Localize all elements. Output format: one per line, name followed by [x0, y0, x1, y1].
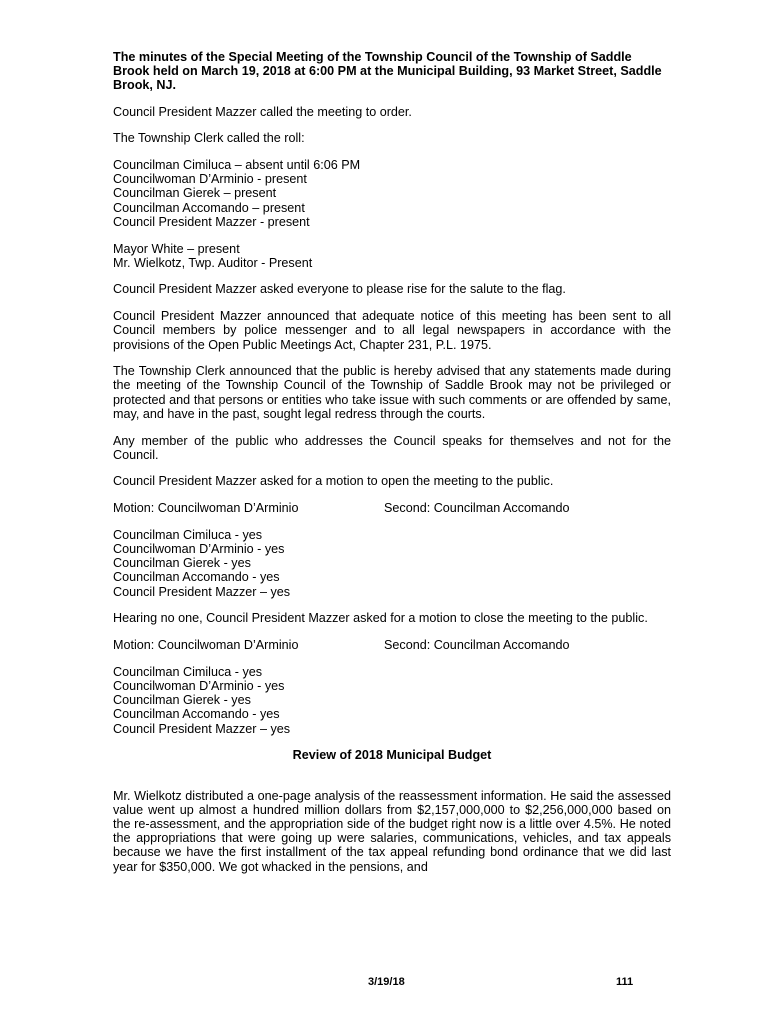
roll-call-item: Councilman Cimiluca – absent until 6:06 PM	[113, 158, 361, 173]
second-text: Second: Councilman Accomando	[384, 501, 570, 516]
roll-call-item: Council President Mazzer - present	[113, 214, 310, 229]
adequate-notice-paragraph: Council President Mazzer announced that adequate notice of this meeting has been sent to all Council members by police messenger and to all legal newspapers in accordance with the provisions of the Open Public Meetings Act, Chapter 231, P.L. 1975.	[113, 309, 671, 352]
open-public-paragraph: Council President Mazzer asked for a motion to open the meeting to the public.	[113, 474, 554, 489]
section-heading: Review of 2018 Municipal Budget	[292, 748, 492, 763]
vote-item: Council President Mazzer – yes	[113, 721, 291, 736]
minutes-page	[113, 50, 671, 886]
roll-call-item: Councilwoman D’Arminio - present	[113, 172, 307, 187]
document-title: The minutes of the Special Meeting of the Township Council of the Township of Saddle Brook held on March 19, 2018 at 6:00 PM at the Municipal Building, 93 Market Street, Saddle Brook, NJ.	[113, 50, 662, 93]
motion-row-open	[113, 501, 671, 515]
vote-item: Councilman Accomando - yes	[113, 570, 280, 585]
flag-salute-paragraph: Council President Mazzer asked everyone to please rise for the salute to the flag.	[113, 282, 566, 297]
vote-item: Council President Mazzer – yes	[113, 584, 291, 599]
also-present-item: Mr. Wielkotz, Twp. Auditor - Present	[113, 255, 313, 270]
vote-item: Councilman Gierek - yes	[113, 693, 251, 708]
vote-list-open	[113, 528, 671, 599]
vote-item: Councilman Accomando - yes	[113, 707, 280, 722]
budget-paragraph: Mr. Wielkotz distributed a one-page analysis of the reassessment information. He said the assessed value went up almost a hundred million dollars from $2,157,000,000 to $2,256,000,000 based on the re-assessment, and the appropriation side of the budget right now is a little over 4.5%. He noted the appropriations that were going up were salaries, communications, vehicles, and tax appeals because we have the first installment of the tax appeal refunding bond ordinance that we did last year for $350,000. We got whacked in the pensions, and	[113, 788, 671, 874]
public-member-paragraph: Any member of the public who addresses the Council speaks for themselves and not for the Council.	[113, 433, 671, 462]
roll-call-item: Councilman Accomando – present	[113, 200, 305, 215]
roll-call-item: Councilman Gierek – present	[113, 186, 277, 201]
vote-item: Councilman Cimiluca - yes	[113, 664, 263, 679]
close-public-paragraph: Hearing no one, Council President Mazzer asked for a motion to close the meeting to the public.	[113, 611, 648, 626]
call-to-order-paragraph: Council President Mazzer called the meeting to order.	[113, 104, 412, 119]
vote-item: Councilman Gierek - yes	[113, 556, 251, 571]
motion-text: Motion: Councilwoman D’Arminio	[113, 501, 299, 516]
second-text: Second: Councilman Accomando	[384, 638, 570, 653]
page-number: 111	[616, 976, 634, 988]
vote-item: Councilman Cimiluca - yes	[113, 527, 263, 542]
also-present-list	[113, 242, 671, 270]
roll-call-list	[113, 158, 671, 229]
vote-item: Councilwoman D’Arminio - yes	[113, 679, 285, 693]
also-present-item: Mayor White – present	[113, 241, 240, 256]
vote-item: Councilwoman D’Arminio - yes	[113, 542, 285, 557]
clerk-advisory-paragraph: The Township Clerk announced that the public is hereby advised that any statements made during the meeting of the Township Council of the Township of Saddle Brook may not be privileged or protected and that persons or entities who take issue with such comments or are offended by same, may, and have in the past, sought legal redress through the courts.	[113, 364, 671, 421]
motion-text: Motion: Councilwoman D’Arminio	[113, 638, 299, 653]
motion-row-close	[113, 638, 671, 652]
footer-date: 3/19/18	[368, 976, 405, 988]
roll-call-paragraph: The Township Clerk called the roll:	[113, 131, 305, 146]
vote-list-close	[113, 665, 671, 736]
